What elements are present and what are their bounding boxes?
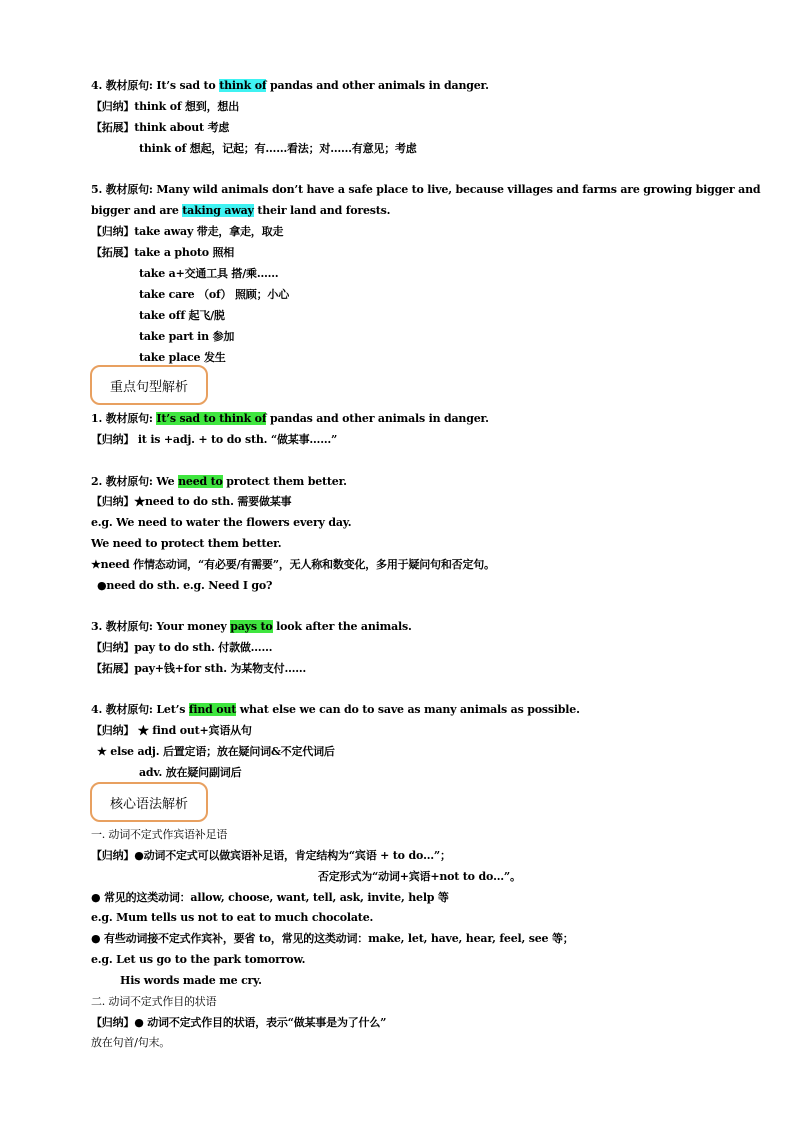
- s3-guina-3: 【归纳】● 动词不定式作目的状语，表示“做某事是为了什么”: [91, 1016, 387, 1029]
- s2-item1-sentence: 1. 教材原句: It’s sad to think of pandas and other animals in danger.: [91, 412, 489, 425]
- item4-tuozhan: 【拓展】think about 考虑: [91, 121, 230, 134]
- highlight-pays-to: pays to: [230, 620, 273, 633]
- section-title-sentence-analysis: 重点句型解析: [90, 365, 208, 405]
- s3-example-2: e.g. Let us go to the park tomorrow.: [91, 953, 306, 966]
- s2-item4-else2: adv. 放在疑问副词后: [139, 766, 242, 779]
- item5-sentence-line2: bigger and are taking away their land and forests.: [91, 204, 391, 217]
- s2-item3-sentence: 3. 教材原句: Your money pays to look after the animals.: [91, 620, 412, 633]
- item5-tuozhan: 【拓展】take a photo 照相: [91, 246, 235, 259]
- item4-guina: 【归纳】think of 想到，想出: [91, 100, 240, 113]
- item5-ext-5: take place 发生: [139, 351, 226, 364]
- s3-guina-1: 【归纳】●动词不定式可以做宾语补足语，肯定结构为“宾语 + to do…”；: [91, 849, 451, 862]
- item4-tuozhan-2: think of 想起，记起；有……看法；对……有意见；考虑: [139, 142, 417, 155]
- item5-ext-1: take a+交通工具 搭/乘……: [139, 267, 279, 280]
- s2-item3-guina: 【归纳】pay to do sth. 付款做……: [91, 641, 273, 654]
- highlight-find-out: find out: [188, 703, 237, 716]
- s3-bullet-1: ● 常见的这类动词：allow, choose, want, tell, ask, invite, help 等: [91, 891, 449, 904]
- item5-ext-4: take part in 参加: [139, 330, 235, 343]
- s2-item2-eg2: We need to protect them better.: [91, 537, 282, 550]
- s2-item2-eg1: e.g. We need to water the flowers every day.: [91, 516, 352, 529]
- s2-item1-guina: 【归纳】 it is +adj. + to do sth. “做某事……”: [91, 433, 338, 446]
- s3-heading-2: 二. 动词不定式作目的状语: [91, 995, 217, 1008]
- s2-item2-note: ★need 作情态动词，“有必要/有需要”，无人称和数变化，多用于疑问句和否定句。: [91, 558, 495, 571]
- s3-example-1: e.g. Mum tells us not to eat to much chocolate.: [91, 911, 374, 924]
- s2-item4-guina: 【归纳】 ★ find out+宾语从句: [91, 724, 252, 737]
- highlight-its-sad: It’s sad to think of: [156, 412, 267, 425]
- s2-item2-sentence: 2. 教材原句: We need to protect them better.: [91, 475, 347, 488]
- s2-item4-sentence: 4. 教材原句: Let’s find out what else we can do to save as many animals as possible.: [91, 703, 580, 716]
- item5-ext-2: take care （of） 照顾；小心: [139, 288, 290, 301]
- s3-heading-1: 一. 动词不定式作宾语补足语: [91, 828, 228, 841]
- s2-item2-note2: ●need do sth. e.g. Need I go?: [97, 579, 273, 592]
- s3-guina-2: 否定形式为“动词+宾语+not to do…”。: [318, 870, 521, 883]
- section-title-grammar-analysis: 核心语法解析: [90, 782, 208, 822]
- s3-bullet-2: ● 有些动词接不定式作宾补，要省 to，常见的这类动词：make, let, have, hear, feel, see 等；: [91, 932, 574, 945]
- item5-guina: 【归纳】take away 带走，拿走，取走: [91, 225, 284, 238]
- highlight-taking-away: taking away: [182, 204, 254, 217]
- s3-guina-4: 放在句首/句末。: [91, 1036, 171, 1049]
- s2-item4-else1: ★ else adj. 后置定语；放在疑问词&不定代词后: [97, 745, 335, 758]
- s2-item3-tuozhan: 【拓展】pay+钱+for sth. 为某物支付……: [91, 662, 307, 675]
- item4-sentence: 4. 教材原句: It’s sad to think of pandas and other animals in danger.: [91, 79, 489, 92]
- highlight-think-of: think of: [219, 79, 267, 92]
- s2-item2-guina: 【归纳】★need to do sth. 需要做某事: [91, 495, 292, 508]
- item5-ext-3: take off 起飞/脱: [139, 309, 225, 322]
- s3-example-3: His words made me cry.: [120, 974, 262, 987]
- highlight-need-to: need to: [178, 475, 223, 488]
- item5-sentence-line1: 5. 教材原句: Many wild animals don’t have a safe place to live, because villages and farms are growing bigger and: [91, 183, 761, 196]
